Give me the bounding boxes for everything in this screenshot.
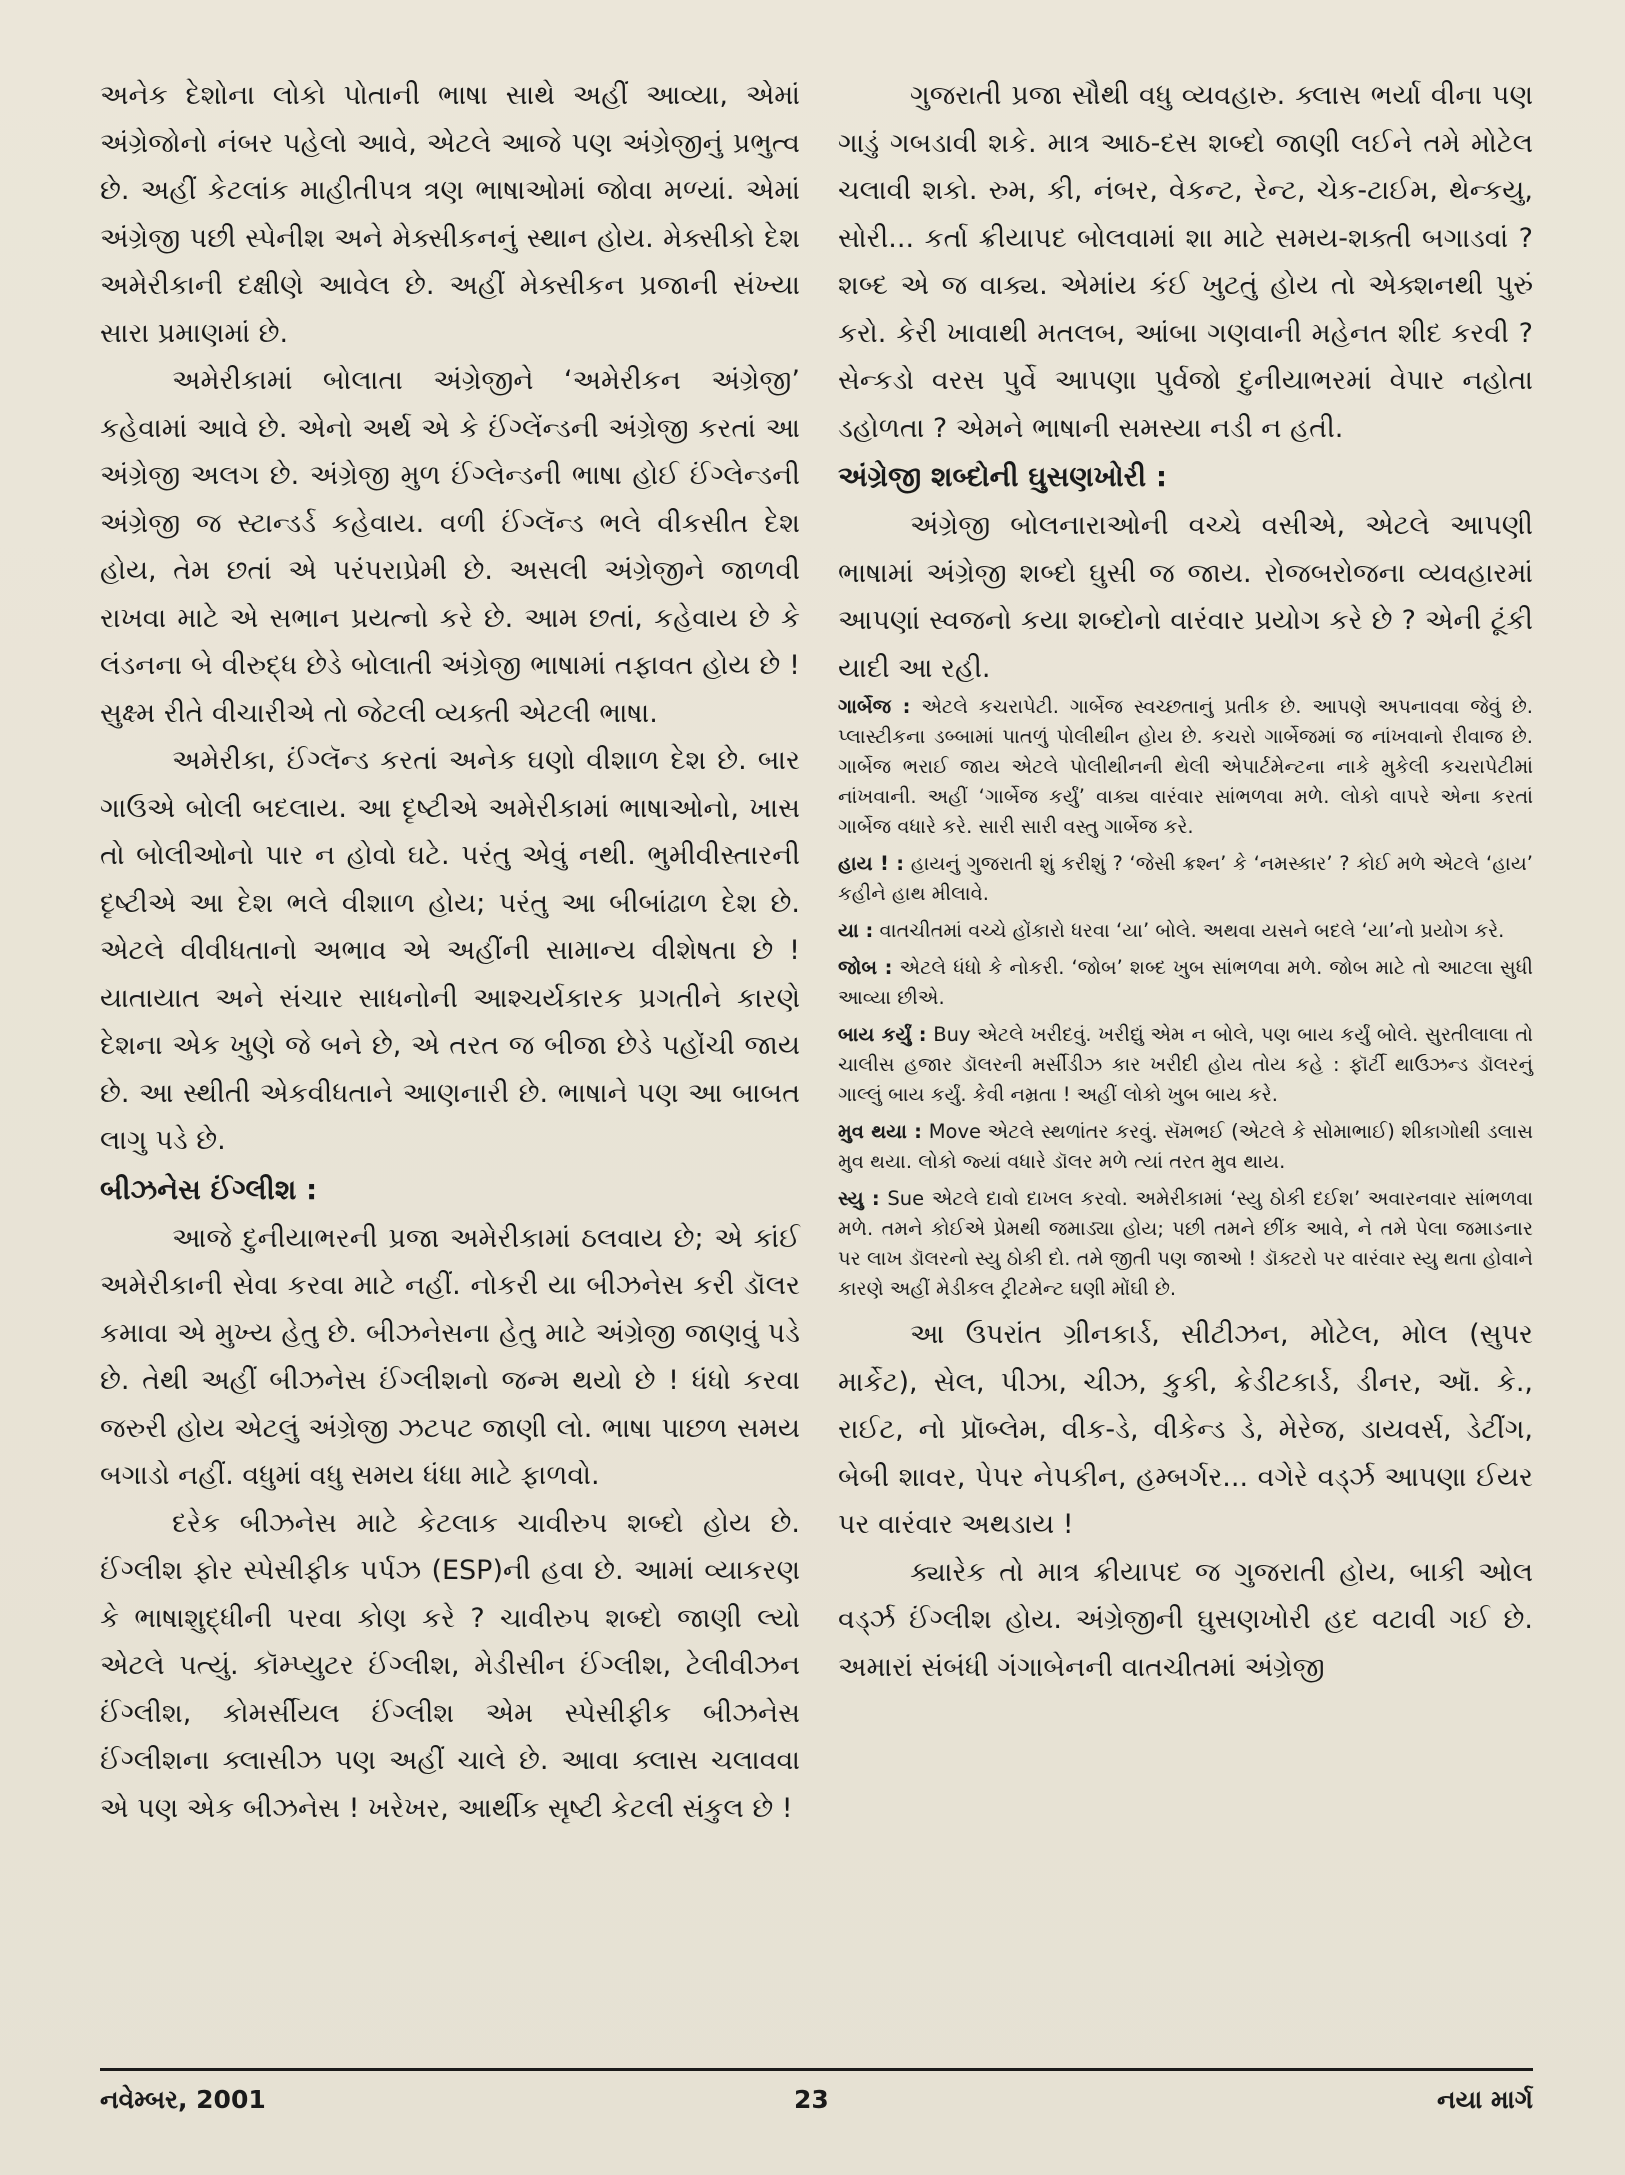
glossary-text: Move એટલે સ્થળાંતર કરવું. સૅમભઈ (એટલે કે સોમાભાઈ) શીકાગોથી ડલાસ મુવ થયા. લોકો જ્યાં વધારે ડૉલર મળે ત્યાં તરત મુવ થાય. bbox=[838, 1120, 1534, 1173]
paragraph: ક્યારેક તો માત્ર ક્રીયાપદ જ ગુજરાતી હોય, બાકી ઓલ વર્ડ્ઝ ઈંગ્લીશ હોય. અંગ્રેજીની ઘુસણખોરી હદ વટાવી ગઈ છે. અમારાં સંબંધી ગંગાબેનની વાતચીતમાં અંગ્રેજી bbox=[838, 1556, 1533, 1683]
paragraph: અમેરીકામાં બોલાતા અંગ્રેજીને ‘અમેરીકન અંગ્રેજી’ કહેવામાં આવે છે. એનો અર્થ એ કે ઈંગ્લેંન્ડની અંગ્રેજી કરતાં આ અંગ્રેજી અલગ છે. અંગ્રેજી મુળ ઈંગ્લેન્ડની ભાષા હોઈ ઈંગ્લેન્ડની અંગ્રેજી જ સ્ટાન્ડર્ડ કહેવાય. વળી ઈંગ્લૅન્ડ ભલે વીકસીત દેશ હોય, તેમ છતાં એ પરંપરાપ્રેમી છે. અસલી અંગ્રેજીને જાળવી રાખવા માટે એ સભાન પ્રયત્નો કરે છે. આમ છતાં, કહેવાય છે કે લંડનના બે વીરુદ્ધ છેડે બોલાતી અંગ્રેજી ભાષામાં તફાવત હોય છે ! સુક્ષ્મ રીતે વીચારીએ તો જેટલી વ્યક્તી એટલી ભાષા. bbox=[100, 365, 800, 729]
glossary-entry bbox=[838, 692, 1533, 842]
glossary-term: જોબ : bbox=[838, 956, 893, 979]
glossary-entry bbox=[838, 1020, 1533, 1110]
issue-date: નવેમ્બર, 2001 bbox=[100, 2085, 266, 2114]
glossary-term: યા : bbox=[838, 919, 874, 942]
section-heading: બીઝનેસ ઈંગ્લીશ : bbox=[100, 1172, 318, 1206]
glossary-text: એટલે ધંધો કે નોકરી. ‘જોબ’ શબ્દ ખુબ સાંભળવા મળે. જોબ માટે તો આટલા સુધી આવ્યા છીએ. bbox=[838, 956, 1533, 1009]
glossary-entry bbox=[838, 1117, 1533, 1177]
paragraph: અંગ્રેજી બોલનારાઓની વચ્ચે વસીએ, એટલે આપણી ભાષામાં અંગ્રેજી શબ્દો ઘુસી જ જાય. રોજબરોજના વ્યવહારમાં આપણાં સ્વજનો કયા શબ્દોનો વારંવાર પ્રયોગ કરે છે ? એની ટૂંકી યાદી આ રહી. bbox=[838, 510, 1533, 684]
paragraph: આ ઉપરાંત ગ્રીનકાર્ડ, સીટીઝન, મોટેલ, મોલ (સુપર માર્કેટ), સેલ, પીઝા, ચીઝ, કુકી, ક્રેડીટકાર્ડ, ડીનર, ઑ. કે., રાઈટ, નો પ્રૉબ્લેમ, વીક-ડે, વીકેન્ડ ડે, મેરેજ, ડાયવર્સ, ડેટીંગ, બેબી શાવર, પેપર નેપકીન, હમ્બર્ગર... વગેરે વર્ડ્ઝ આપણા ઈયર પર વારંવાર અથડાય ! bbox=[838, 1319, 1533, 1540]
page-number: 23 bbox=[794, 2085, 829, 2114]
section-heading: અંગ્રેજી શબ્દોની ઘુસણખોરી : bbox=[838, 460, 1168, 493]
glossary-text: વાતચીતમાં વચ્ચે હોંકારો ધરવા ‘યા’ બોલે. અથવા યસને બદલે ‘યા’નો પ્રયોગ કરે. bbox=[879, 919, 1505, 942]
glossary-term: હાય ! : bbox=[838, 852, 904, 875]
glossary-term: બાય કર્યું : bbox=[838, 1023, 927, 1046]
left-column bbox=[100, 72, 800, 1832]
page-footer bbox=[100, 2068, 1533, 2131]
glossary-term: સ્યુ : bbox=[838, 1187, 880, 1210]
glossary-term: ગાર્બેજ : bbox=[838, 695, 911, 718]
paragraph: આજે દુનીયાભરની પ્રજા અમેરીકામાં ઠલવાય છે; એ કાંઈ અમેરીકાની સેવા કરવા માટે નહીં. નોકરી યા બીઝનેસ કરી ડૉલર કમાવા એ મુખ્ય હેતુ છે. બીઝનેસના હેતુ માટે અંગ્રેજી જાણવું પડે છે. તેથી અહીં બીઝનેસ ઈંગ્લીશનો જન્મ થયો છે ! ધંધો કરવા જરુરી હોય એટલું અંગ્રેજી ઝટપટ જાણી લો. ભાષા પાછળ સમય બગાડો નહીં. વધુમાં વધુ સમય ધંધા માટે ફાળવો. bbox=[100, 1222, 800, 1491]
glossary-entry bbox=[838, 849, 1533, 909]
glossary-entry bbox=[838, 916, 1533, 946]
glossary-entry bbox=[838, 953, 1533, 1013]
paragraph: ગુજરાતી પ્રજા સૌથી વધુ વ્યવહારુ. ક્લાસ ભર્યા વીના પણ ગાડું ગબડાવી શકે. માત્ર આઠ-દસ શબ્દો જાણી લઈને તમે મોટેલ ચલાવી શકો. રુમ, કી, નંબર, વેકન્ટ, રેન્ટ, ચેક-ટાઈમ, થેન્કયુ, સોરી... કર્તા ક્રીયાપદ બોલવામાં શા માટે સમય-શક્તી બગાડવાં ? શબ્દ એ જ વાક્ય. એમાંય કંઈ ખુટતું હોય તો એક્શનથી પુરું કરો. કેરી ખાવાથી મતલબ, આંબા ગણવાની મહેનત શીદ કરવી ? સેન્કડો વરસ પુર્વે આપણા પુર્વજો દુનીયાભરમાં વેપાર નહોતા ડહોળતા ? એમને ભાષાની સમસ્યા નડી ન હતી. bbox=[838, 80, 1533, 444]
paragraph: અમેરીકા, ઈંગ્લૅન્ડ કરતાં અનેક ઘણો વીશાળ દેશ છે. બાર ગાઉએ બોલી બદલાય. આ દૃષ્ટીએ અમેરીકામાં ભાષાઓનો, ખાસ તો બોલીઓનો પાર ન હોવો ઘટે. પરંતુ એવું નથી. ભુમીવીસ્તારની દૃષ્ટીએ આ દેશ ભલે વીશાળ હોય; પરંતુ આ બીબાંઢાળ દેશ છે. એટલે વીવીધતાનો અભાવ એ અહીંની સામાન્ય વીશેષતા છે ! યાતાયાત અને સંચાર સાધનોની આશ્ચર્યકારક પ્રગતીને કારણે દેશના એક ખુણે જે બને છે, એ તરત જ બીજા છેડે પહોંચી જાય છે. આ સ્થીતી એકવીધતાને આણનારી છે. ભાષાને પણ આ બાબત લાગુ પડે છે. bbox=[100, 745, 800, 1156]
publication-name: નયા માર્ગ bbox=[1437, 2085, 1533, 2114]
glossary-text: Buy એટલે ખરીદવું. ખરીદ્યું એમ ન બોલે, પણ બાય કર્યું બોલે. સુરતીલાલા તો ચાલીસ હજાર ડૉલરની મર્સીડીઝ કાર ખરીદી હોય તોય કહે : ફૉર્ટી થાઉઝન્ડ ડૉલરનું ગાલ્લું બાય કર્યું. કેવી નમ્રતા ! અહીં લોકો ખુબ બાય કરે. bbox=[838, 1023, 1533, 1106]
paragraph: દરેક બીઝનેસ માટે કેટલાક ચાવીરુપ શબ્દો હોય છે. ઈંગ્લીશ ફોર સ્પેસીફીક પર્પઝ (ESP)ની હવા છે. આમાં વ્યાકરણ કે ભાષાશુદ્ધીની પરવા કોણ કરે ? ચાવીરુપ શબ્દો જાણી લ્યો એટલે પત્યું. કૉમ્પ્યુટર ઈંગ્લીશ, મેડીસીન ઈંગ્લીશ, ટેલીવીઝન ઈંગ્લીશ, કોમર્સીયલ ઈંગ્લીશ એમ સ્પેસીફીક બીઝનેસ ઈંગ્લીશના ક્લાસીઝ પણ અહીં ચાલે છે. આવા ક્લાસ ચલાવવા એ પણ એક બીઝનેસ ! ખરેખર, આર્થીક સૃષ્ટી કેટલી સંકુલ છે ! bbox=[100, 1507, 800, 1824]
right-column bbox=[838, 72, 1533, 1691]
glossary-entry bbox=[838, 1184, 1533, 1304]
glossary-text: Sue એટલે દાવો દાખલ કરવો. અમેરીકામાં ‘સ્યુ ઠોકી દઈશ’ અવારનવાર સાંભળવા મળે. તમને કોઈએ પ્રેમથી જમાડ્યા હોય; પછી તમને છીંક આવે, ને તમે પેલા જમાડનાર પર લાખ ડૉલરનો સ્યુ ઠોકી દો. તમે જીતી પણ જાઓ ! ડૉક્ટરો પર વારંવાર સ્યુ થતા હોવાને કારણે અહીં મેડીકલ ટ્રીટમેન્ટ ઘણી મોંઘી છે. bbox=[838, 1187, 1533, 1300]
glossary-text: હાયનું ગુજરાતી શું કરીશું ? ‘જેસી ક્રશ્ન’ કે ‘નમસ્કાર’ ? કોઈ મળે એટલે ‘હાય’ કહીને હાથ મીલાવે. bbox=[838, 852, 1534, 905]
glossary-term: મુવ થયા : bbox=[838, 1120, 922, 1143]
glossary-text: એટલે કચરાપેટી. ગાર્બેજ સ્વચ્છતાનું પ્રતીક છે. આપણે અપનાવવા જેવું છે. પ્લાસ્ટીકના ડબ્બામાં પાતળું પોલીથીન હોય છે. કચરો ગાર્બેજમાં જ નાંખવાનો રીવાજ છે. ગાર્બેજ ભરાઈ જાય એટલે પોલીથીનની થેલી એપાર્ટમેન્ટના નાકે મુકેલી કચરાપેટીમાં નાંખવાની. અહીં ‘ગાર્બેજ કર્યું’ વાક્ય વારંવાર સાંભળવા મળે. લોકો વાપરે એના કરતાં ગાર્બેજ વધારે કરે. સારી સારી વસ્તુ ગાર્બેજ કરે. bbox=[838, 695, 1533, 838]
paragraph: અનેક દેશોના લોકો પોતાની ભાષા સાથે અહીં આવ્યા, એમાં અંગ્રેજોનો નંબર પહેલો આવે, એટલે આજે પણ અંગ્રેજીનું પ્રભુત્વ છે. અહીં કેટલાંક માહીતીપત્ર ત્રણ ભાષાઓમાં જોવા મળ્યાં. એમાં અંગ્રેજી પછી સ્પેનીશ અને મેક્સીકનનું સ્થાન હોય. મેક્સીકો દેશ અમેરીકાની દક્ષીણે આવેલ છે. અહીં મેક્સીકન પ્રજાની સંખ્યા સારા પ્રમાણમાં છે. bbox=[100, 80, 800, 349]
